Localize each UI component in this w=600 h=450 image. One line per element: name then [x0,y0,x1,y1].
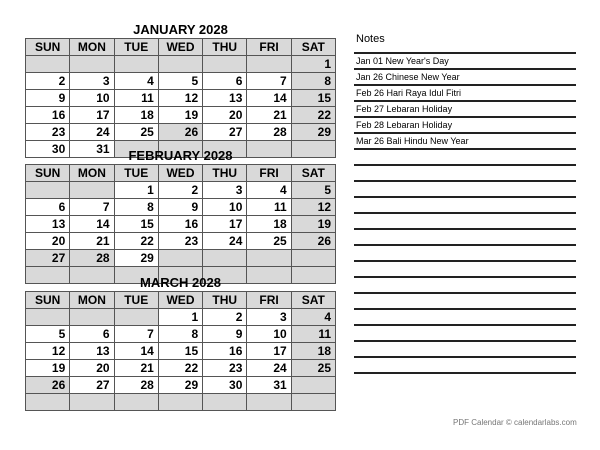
day-cell: 7 [70,199,114,216]
week-row [26,360,336,377]
day-cell: 9 [158,199,202,216]
day-cell: 13 [70,343,114,360]
day-cell: 2 [158,182,202,199]
day-cell: 10 [247,326,291,343]
empty-cell [70,394,114,411]
empty-cell [114,309,158,326]
empty-cell [26,182,70,199]
empty-cell [114,56,158,73]
empty-cell [26,394,70,411]
day-cell: 12 [291,199,335,216]
day-cell: 11 [291,326,335,343]
empty-cell [114,394,158,411]
month-title: MARCH 2028 [140,275,221,290]
calendar-grid [25,291,336,411]
weekday-header: FRI [247,39,291,56]
weekday-header: SAT [291,165,335,182]
weekday-header: SUN [26,39,70,56]
note-entry: Mar 26 Bali Hindu New Year [354,134,576,150]
day-cell: 23 [158,233,202,250]
weekday-header: MON [70,292,114,309]
week-row [26,250,336,267]
day-cell: 11 [247,199,291,216]
weekday-header-row [26,39,336,56]
empty-cell [158,394,202,411]
day-cell: 16 [158,216,202,233]
day-cell: 6 [203,73,247,90]
empty-cell [70,56,114,73]
note-blank-line [354,262,576,278]
day-cell: 8 [158,326,202,343]
day-cell: 14 [247,90,291,107]
weekday-header: FRI [247,165,291,182]
week-row [26,107,336,124]
day-cell: 10 [70,90,114,107]
week-row [26,56,336,73]
day-cell: 19 [158,107,202,124]
weekday-header: SAT [291,39,335,56]
day-cell: 21 [247,107,291,124]
day-cell: 20 [70,360,114,377]
note-entry: Jan 01 New Year's Day [354,52,576,70]
calendar-grid [25,164,336,284]
day-cell: 19 [26,360,70,377]
day-cell: 18 [291,343,335,360]
day-cell: 2 [26,73,70,90]
day-cell: 12 [26,343,70,360]
day-cell: 14 [114,343,158,360]
day-cell: 6 [26,199,70,216]
weekday-header: SUN [26,292,70,309]
weekday-header: THU [203,39,247,56]
day-cell: 19 [291,216,335,233]
day-cell: 4 [291,309,335,326]
notes-lines [354,52,576,374]
calendar-body [26,56,336,158]
empty-cell [70,182,114,199]
empty-cell [291,394,335,411]
empty-cell [158,250,202,267]
day-cell: 23 [203,360,247,377]
day-cell: 3 [203,182,247,199]
week-row [26,326,336,343]
day-cell: 5 [291,182,335,199]
day-cell: 24 [70,124,114,141]
day-cell: 26 [158,124,202,141]
day-cell: 6 [70,326,114,343]
day-cell: 9 [203,326,247,343]
weekday-header: WED [158,39,202,56]
day-cell: 3 [247,309,291,326]
empty-cell [203,250,247,267]
weekday-header: SAT [291,292,335,309]
day-cell: 15 [291,90,335,107]
note-blank-line [354,182,576,198]
empty-cell [26,309,70,326]
weekday-header: THU [203,165,247,182]
day-cell: 20 [26,233,70,250]
note-blank-line [354,214,576,230]
empty-cell [291,377,335,394]
day-cell: 17 [247,343,291,360]
day-cell: 11 [114,90,158,107]
day-cell: 15 [158,343,202,360]
note-entry: Jan 26 Chinese New Year [354,70,576,86]
month-february [25,148,336,284]
month-title: JANUARY 2028 [133,22,228,37]
day-cell: 21 [70,233,114,250]
day-cell: 4 [114,73,158,90]
day-cell: 1 [114,182,158,199]
note-blank-line [354,358,576,374]
weekday-header: TUE [114,39,158,56]
note-blank-line [354,326,576,342]
day-cell: 14 [70,216,114,233]
day-cell: 31 [247,377,291,394]
day-cell: 29 [158,377,202,394]
notes-title: Notes [356,33,385,45]
empty-cell [203,56,247,73]
day-cell: 27 [70,377,114,394]
day-cell: 1 [291,56,335,73]
day-cell: 17 [203,216,247,233]
day-cell: 8 [114,199,158,216]
day-cell: 18 [247,216,291,233]
day-cell: 4 [247,182,291,199]
weekday-header: TUE [114,292,158,309]
day-cell: 26 [291,233,335,250]
day-cell: 28 [247,124,291,141]
day-cell: 21 [114,360,158,377]
week-row [26,233,336,250]
notes-panel [354,30,576,374]
day-cell: 5 [158,73,202,90]
day-cell: 29 [291,124,335,141]
day-cell: 1 [158,309,202,326]
calendar-body [26,182,336,284]
day-cell: 17 [70,107,114,124]
empty-cell [203,394,247,411]
day-cell: 16 [26,107,70,124]
week-row [26,73,336,90]
note-blank-line [354,246,576,262]
footer-credit: PDF Calendar © calendarlabs.com [453,418,577,427]
weekday-header: TUE [114,165,158,182]
day-cell: 10 [203,199,247,216]
week-row [26,377,336,394]
day-cell: 18 [114,107,158,124]
day-cell: 29 [114,250,158,267]
day-cell: 28 [114,377,158,394]
day-cell: 20 [203,107,247,124]
day-cell: 3 [70,73,114,90]
note-blank-line [354,198,576,214]
day-cell: 13 [26,216,70,233]
day-cell: 7 [247,73,291,90]
day-cell: 30 [26,141,70,158]
note-blank-line [354,150,576,166]
week-row [26,309,336,326]
day-cell: 27 [26,250,70,267]
note-entry: Feb 28 Lebaran Holiday [354,118,576,134]
day-cell: 22 [158,360,202,377]
month-january [25,22,336,158]
day-cell: 22 [114,233,158,250]
week-row [26,343,336,360]
month-title: FEBRUARY 2028 [128,148,233,163]
day-cell: 8 [291,73,335,90]
empty-cell [158,56,202,73]
day-cell: 31 [70,141,114,158]
empty-cell [247,394,291,411]
empty-cell [26,56,70,73]
empty-cell [291,250,335,267]
day-cell: 5 [26,326,70,343]
day-cell: 30 [203,377,247,394]
day-cell: 22 [291,107,335,124]
day-cell: 24 [203,233,247,250]
day-cell: 27 [203,124,247,141]
week-row [26,199,336,216]
day-cell: 12 [158,90,202,107]
day-cell: 9 [26,90,70,107]
empty-cell [247,56,291,73]
week-row [26,182,336,199]
note-entry: Feb 27 Lebaran Holiday [354,102,576,118]
weekday-header-row [26,165,336,182]
weekday-header: MON [70,39,114,56]
note-blank-line [354,166,576,182]
day-cell: 25 [114,124,158,141]
week-row [26,124,336,141]
empty-cell [247,250,291,267]
day-cell: 24 [247,360,291,377]
weekday-header: SUN [26,165,70,182]
day-cell: 23 [26,124,70,141]
note-blank-line [354,310,576,326]
calendar-grid [25,38,336,158]
note-blank-line [354,294,576,310]
day-cell: 26 [26,377,70,394]
day-cell: 25 [291,360,335,377]
weekday-header: MON [70,165,114,182]
note-blank-line [354,278,576,294]
calendar-body [26,309,336,411]
day-cell: 2 [203,309,247,326]
note-blank-line [354,342,576,358]
empty-cell [70,309,114,326]
weekday-header: THU [203,292,247,309]
week-row [26,90,336,107]
week-row [26,216,336,233]
month-march [25,275,336,411]
weekday-header: WED [158,165,202,182]
weekday-header: WED [158,292,202,309]
day-cell: 15 [114,216,158,233]
day-cell: 7 [114,326,158,343]
day-cell: 28 [70,250,114,267]
week-row [26,394,336,411]
weekday-header: FRI [247,292,291,309]
day-cell: 13 [203,90,247,107]
day-cell: 16 [203,343,247,360]
weekday-header-row [26,292,336,309]
note-blank-line [354,230,576,246]
day-cell: 25 [247,233,291,250]
note-entry: Feb 26 Hari Raya Idul Fitri [354,86,576,102]
